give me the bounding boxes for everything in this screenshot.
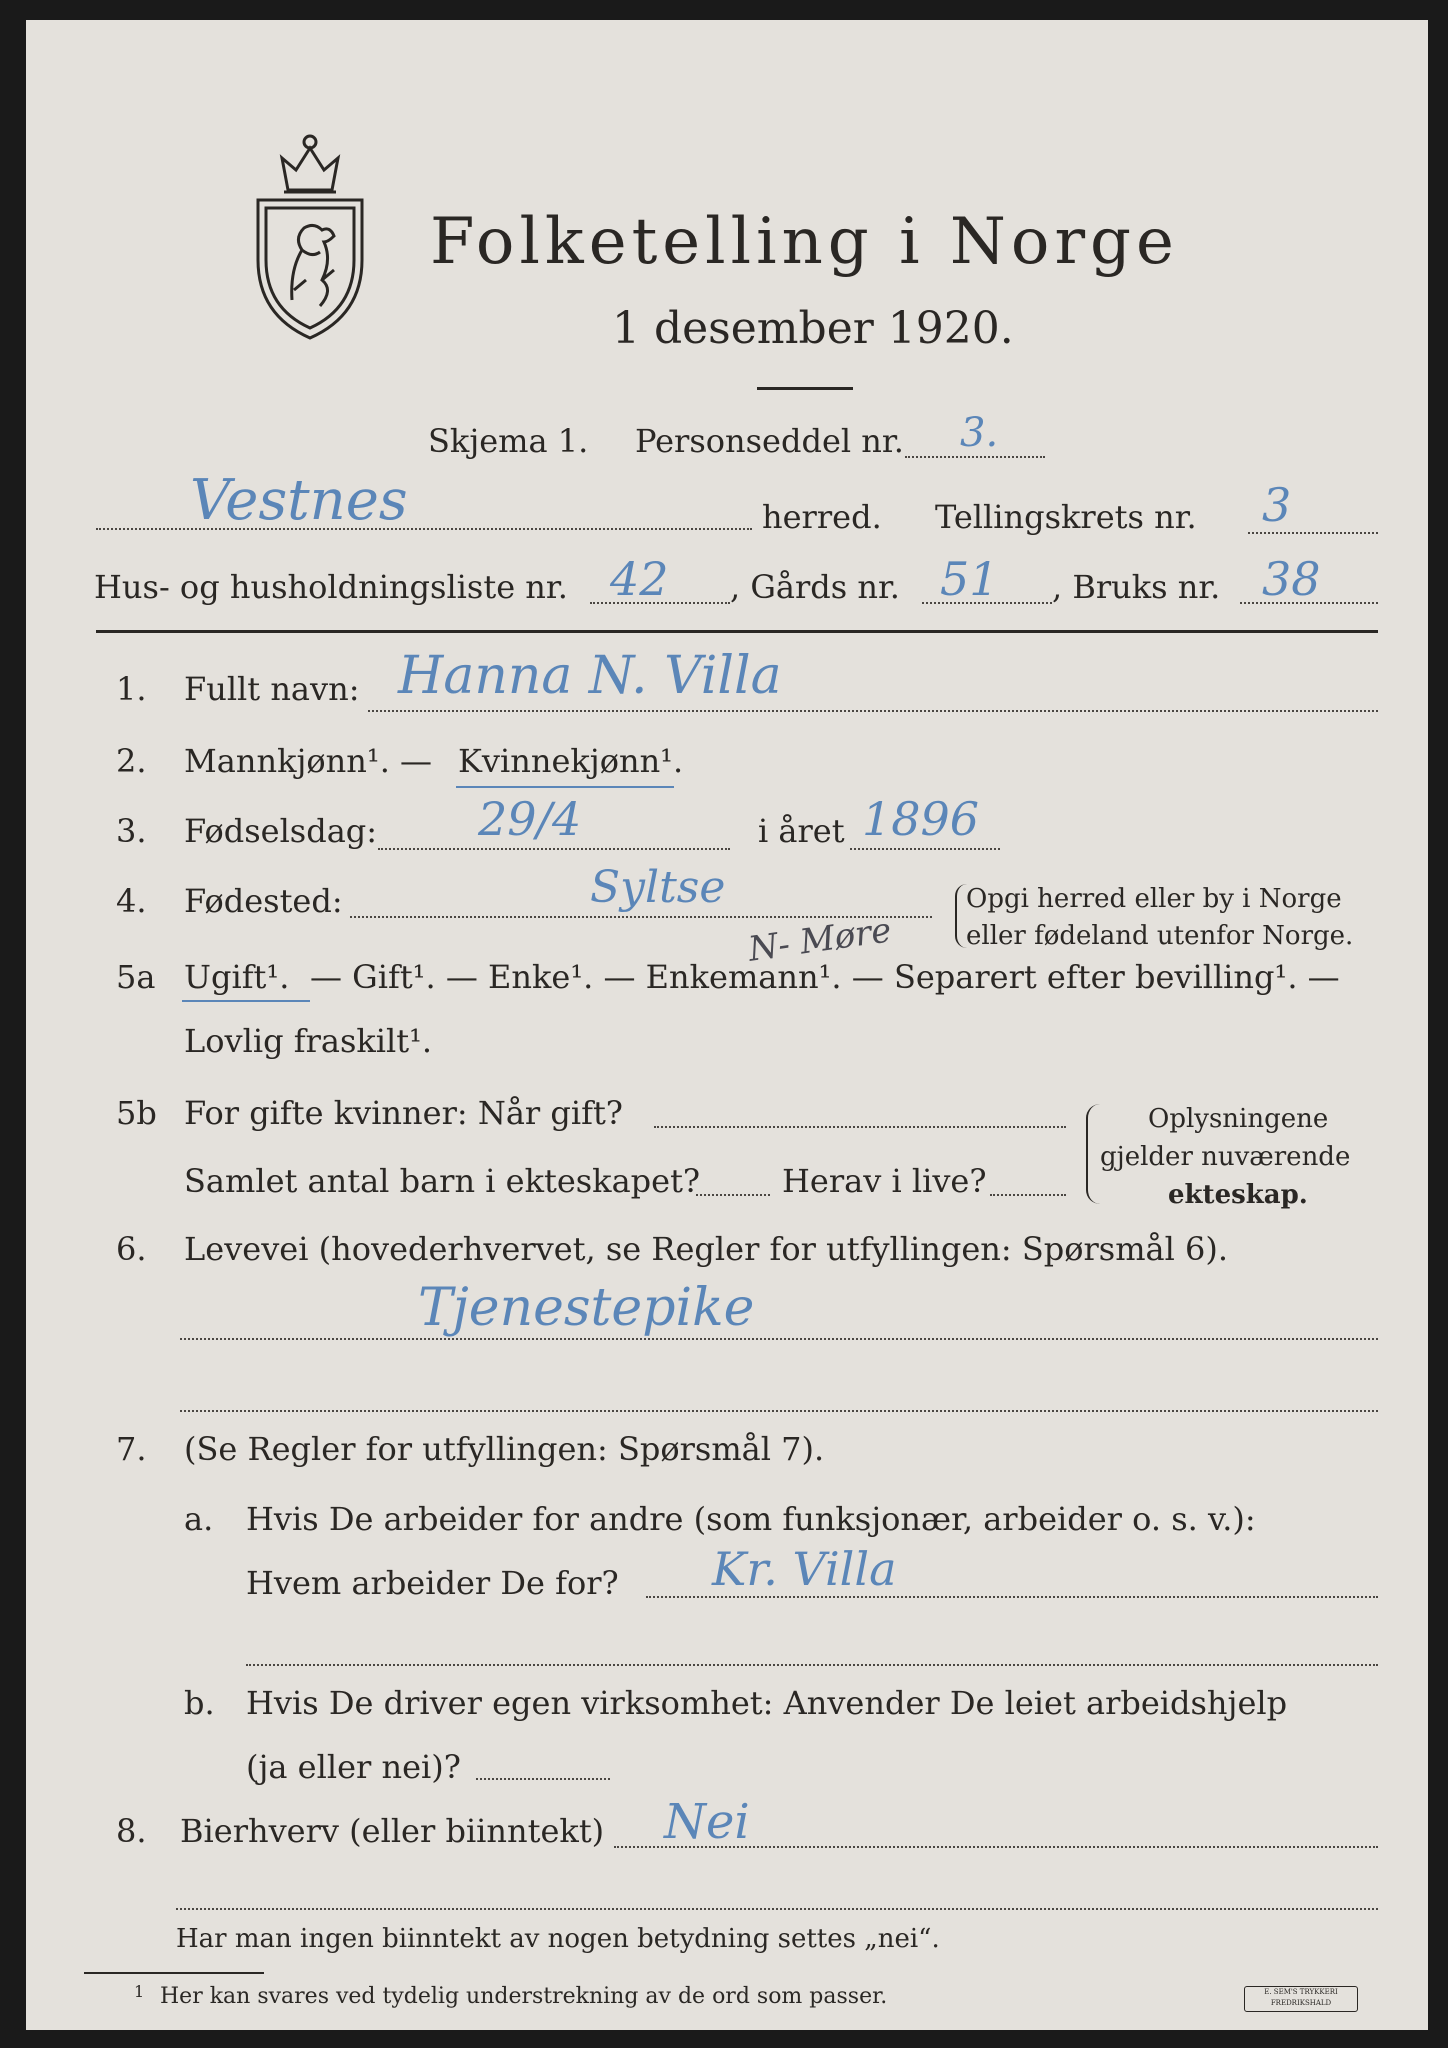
q3-number: 3. (116, 812, 147, 850)
nei-instruction: Har man ingen biinntekt av nogen betydning settes „nei“. (176, 1924, 940, 1954)
bruks-label: , Bruks nr. (1052, 568, 1221, 606)
q2-female-underline (456, 786, 674, 788)
q5a-ugift-underline (182, 1000, 310, 1002)
q1-value: Hanna N. Villa (398, 646, 782, 706)
q7-number: 7. (116, 1430, 147, 1468)
q2-female: Kvinnekjønn¹. (458, 742, 684, 780)
q5b-note-line3: ekteskap. (1168, 1180, 1308, 1210)
header-rule (96, 630, 1378, 633)
q3-value: 29/4 (478, 792, 582, 846)
q5b-line1: For gifte kvinner: Når gift? (184, 1094, 623, 1132)
q6-value: Tjenestepike (418, 1278, 755, 1338)
q3-year-line (850, 848, 1000, 850)
tellingskrets-label: Tellingskrets nr. (935, 498, 1197, 536)
gards-value: 51 (940, 552, 999, 606)
q4-number: 4. (116, 882, 147, 920)
q7a-employer-line (646, 1596, 1378, 1598)
q3-label: Fødselsdag: (184, 812, 378, 850)
tellingskrets-value: 3 (1262, 478, 1292, 532)
q6-line1 (180, 1338, 1378, 1340)
q1-number: 1. (116, 670, 147, 708)
q8-label: Bierhverv (eller biinntekt) (180, 1812, 605, 1850)
footnote-mark: 1 (134, 1982, 145, 2001)
skjema-label: Skjema 1. (428, 422, 589, 460)
footnote-rule (84, 1972, 264, 1974)
q4-label: Fødested: (184, 882, 343, 920)
q7a-line1: Hvis De arbeider for andre (som funksjonær, arbeider o. s. v.): (246, 1500, 1256, 1538)
q4-value: Syltse (590, 862, 726, 913)
tellingskrets-line (1248, 532, 1378, 534)
herred-label: herred. (762, 498, 882, 536)
q4-note-line1: Opgi herred eller by i Norge (966, 884, 1342, 914)
q5b-line2a: Samlet antal barn i ekteskapet? (184, 1162, 701, 1200)
personseddel-line (905, 456, 1045, 458)
q3-year-label: i året (758, 812, 845, 850)
q2-male: Mannkjønn¹. — (184, 742, 433, 780)
q7b-line2: (ja eller nei)? (246, 1748, 461, 1786)
q1-label: Fullt navn: (184, 670, 360, 708)
gards-label: , Gårds nr. (730, 568, 900, 606)
q7-label: (Se Regler for utfyllingen: Spørsmål 7). (184, 1430, 825, 1468)
q7b-letter: b. (184, 1684, 215, 1722)
q2-number: 2. (116, 742, 147, 780)
q5b-married-line (654, 1126, 1066, 1128)
q8-number: 8. (116, 1812, 147, 1850)
q6-label: Levevei (hovederhvervet, se Regler for utfyllingen: Spørsmål 6). (184, 1230, 1229, 1268)
q7a-extra-line (246, 1664, 1378, 1666)
q7a-line2: Hvem arbeider De for? (246, 1564, 619, 1602)
q7b-line1: Hvis De driver egen virksomhet: Anvender De leiet arbeidshjelp (246, 1684, 1288, 1722)
q4-value-region: N- Møre (745, 910, 894, 970)
q5a-options: — Gift¹. — Enke¹. — Enkemann¹. — Separert efter bevilling¹. — (310, 958, 1340, 996)
q5b-note-brace (1086, 1104, 1100, 1204)
q1-line (368, 710, 1378, 712)
q5b-number: 5b (116, 1094, 157, 1132)
q5a-line2: Lovlig fraskilt¹. (184, 1022, 433, 1060)
q3-line (378, 848, 730, 850)
q5a-number: 5a (116, 958, 156, 996)
q7b-answer-line (476, 1778, 610, 1780)
husholdningsliste-label: Hus- og husholdningsliste nr. (94, 568, 568, 606)
q7a-value: Kr. Villa (712, 1542, 897, 1596)
title-divider (757, 387, 853, 390)
q8-extra-line (176, 1908, 1378, 1910)
personseddel-label: Personseddel nr. (635, 422, 904, 460)
form-title: Folketelling i Norge (430, 205, 1179, 279)
q6-number: 6. (116, 1230, 147, 1268)
q5b-alive-line (990, 1194, 1066, 1196)
q6-line2 (180, 1410, 1378, 1412)
q5a-ugift: Ugift¹. (184, 958, 290, 996)
q5b-line2b: Herav i live? (782, 1162, 987, 1200)
coat-of-arms-icon (250, 130, 370, 345)
husholdningsliste-value: 42 (610, 552, 669, 606)
census-date: 1 desember 1920. (612, 303, 1014, 354)
q8-value: Nei (664, 1794, 750, 1850)
printer-stamp: E. SEM'S TRYKKERI FREDRIKSHALD (1244, 1986, 1358, 2012)
q7a-letter: a. (184, 1500, 214, 1538)
personseddel-value: 3. (960, 410, 999, 456)
q5b-note-line1: Oplysningene (1148, 1104, 1329, 1134)
q5b-children-line (696, 1194, 770, 1196)
footnote-text: Her kan svares ved tydelig understrekning av de ord som passer. (160, 1984, 888, 2009)
herred-value: Vestnes (190, 468, 408, 533)
q4-note-line2: eller fødeland utenfor Norge. (966, 921, 1354, 951)
q3-year-value: 1896 (862, 792, 980, 846)
q5b-note-line2: gjelder nuværende (1100, 1142, 1351, 1172)
bruks-value: 38 (1262, 552, 1321, 606)
